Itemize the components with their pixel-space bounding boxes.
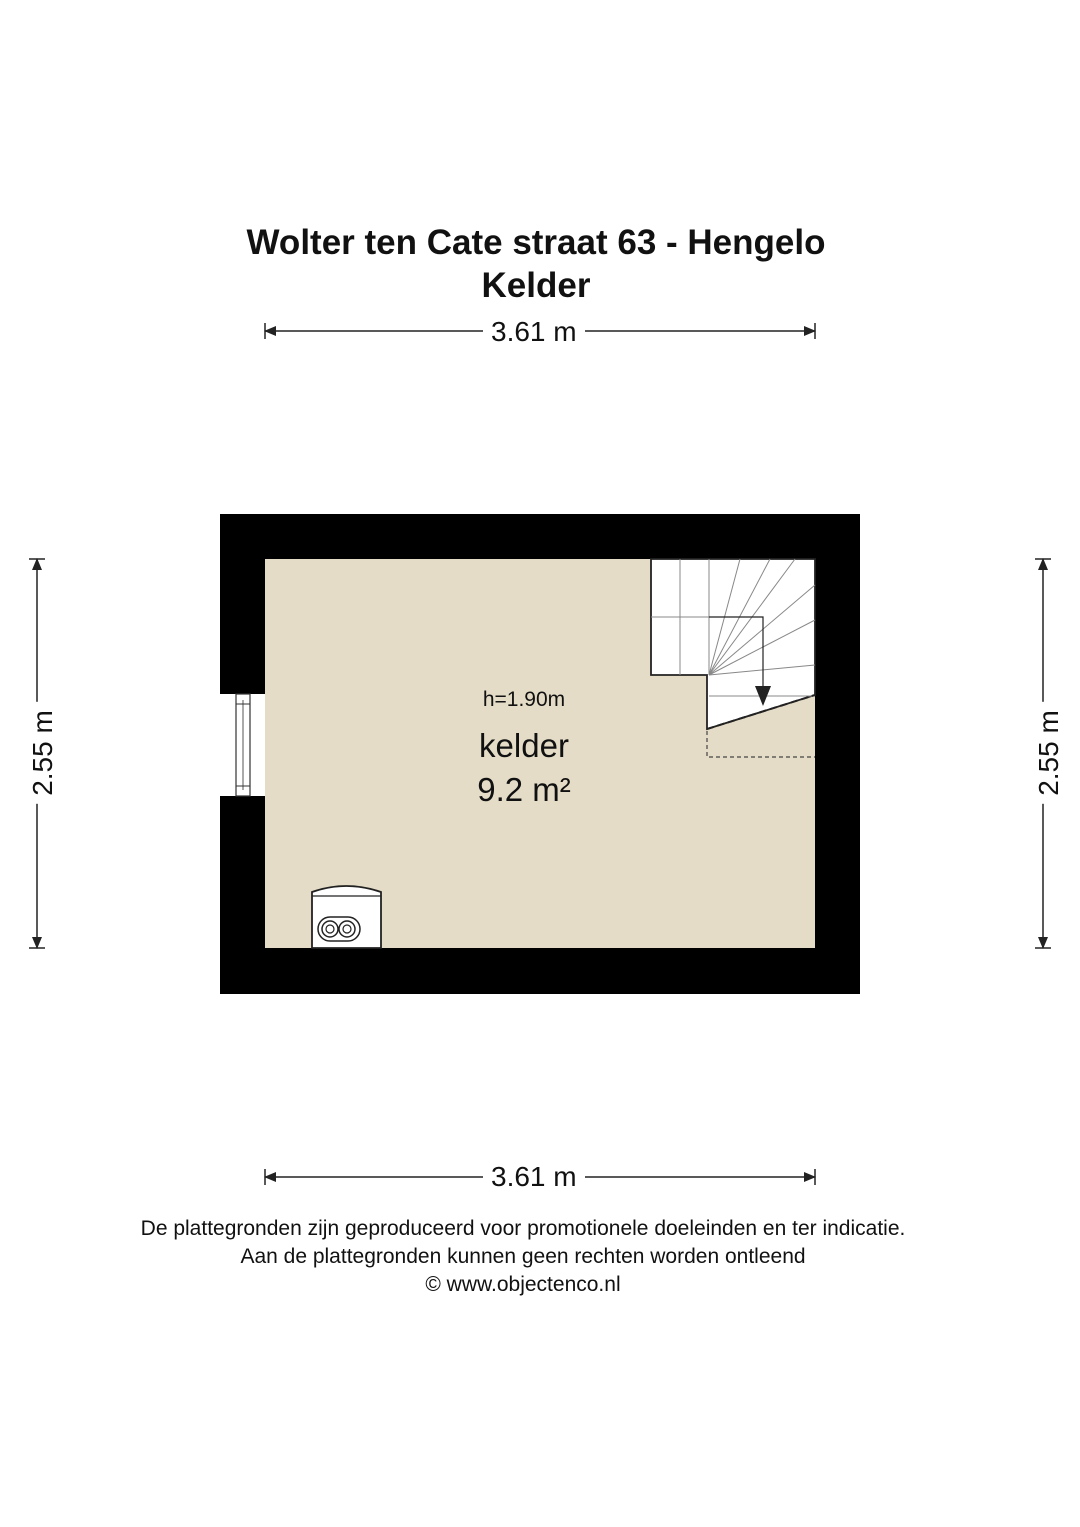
window [220, 694, 265, 796]
room-ceiling-height: h=1.90m [482, 688, 566, 711]
bottom-width-label: 3.61 m [483, 1161, 585, 1193]
boiler-icon [312, 886, 381, 948]
floor-name: Kelder [481, 266, 591, 305]
left-height-label: 2.55 m [27, 702, 59, 804]
disclaimer-line-1: De plattegronden zijn geproduceerd voor promotionele doeleinden en ter indicatie. [140, 1217, 906, 1240]
room-name: kelder [479, 727, 569, 764]
room-area: 9.2 m² [477, 771, 571, 808]
right-height-label: 2.55 m [1033, 702, 1065, 804]
disclaimer-line-2: Aan de plattegronden kunnen geen rechten worden ontleend [240, 1245, 806, 1268]
top-width-label: 3.61 m [483, 316, 585, 348]
plan-title: Wolter ten Cate straat 63 - Hengelo [246, 223, 826, 262]
copyright-line: © www.objectenco.nl [425, 1273, 621, 1296]
